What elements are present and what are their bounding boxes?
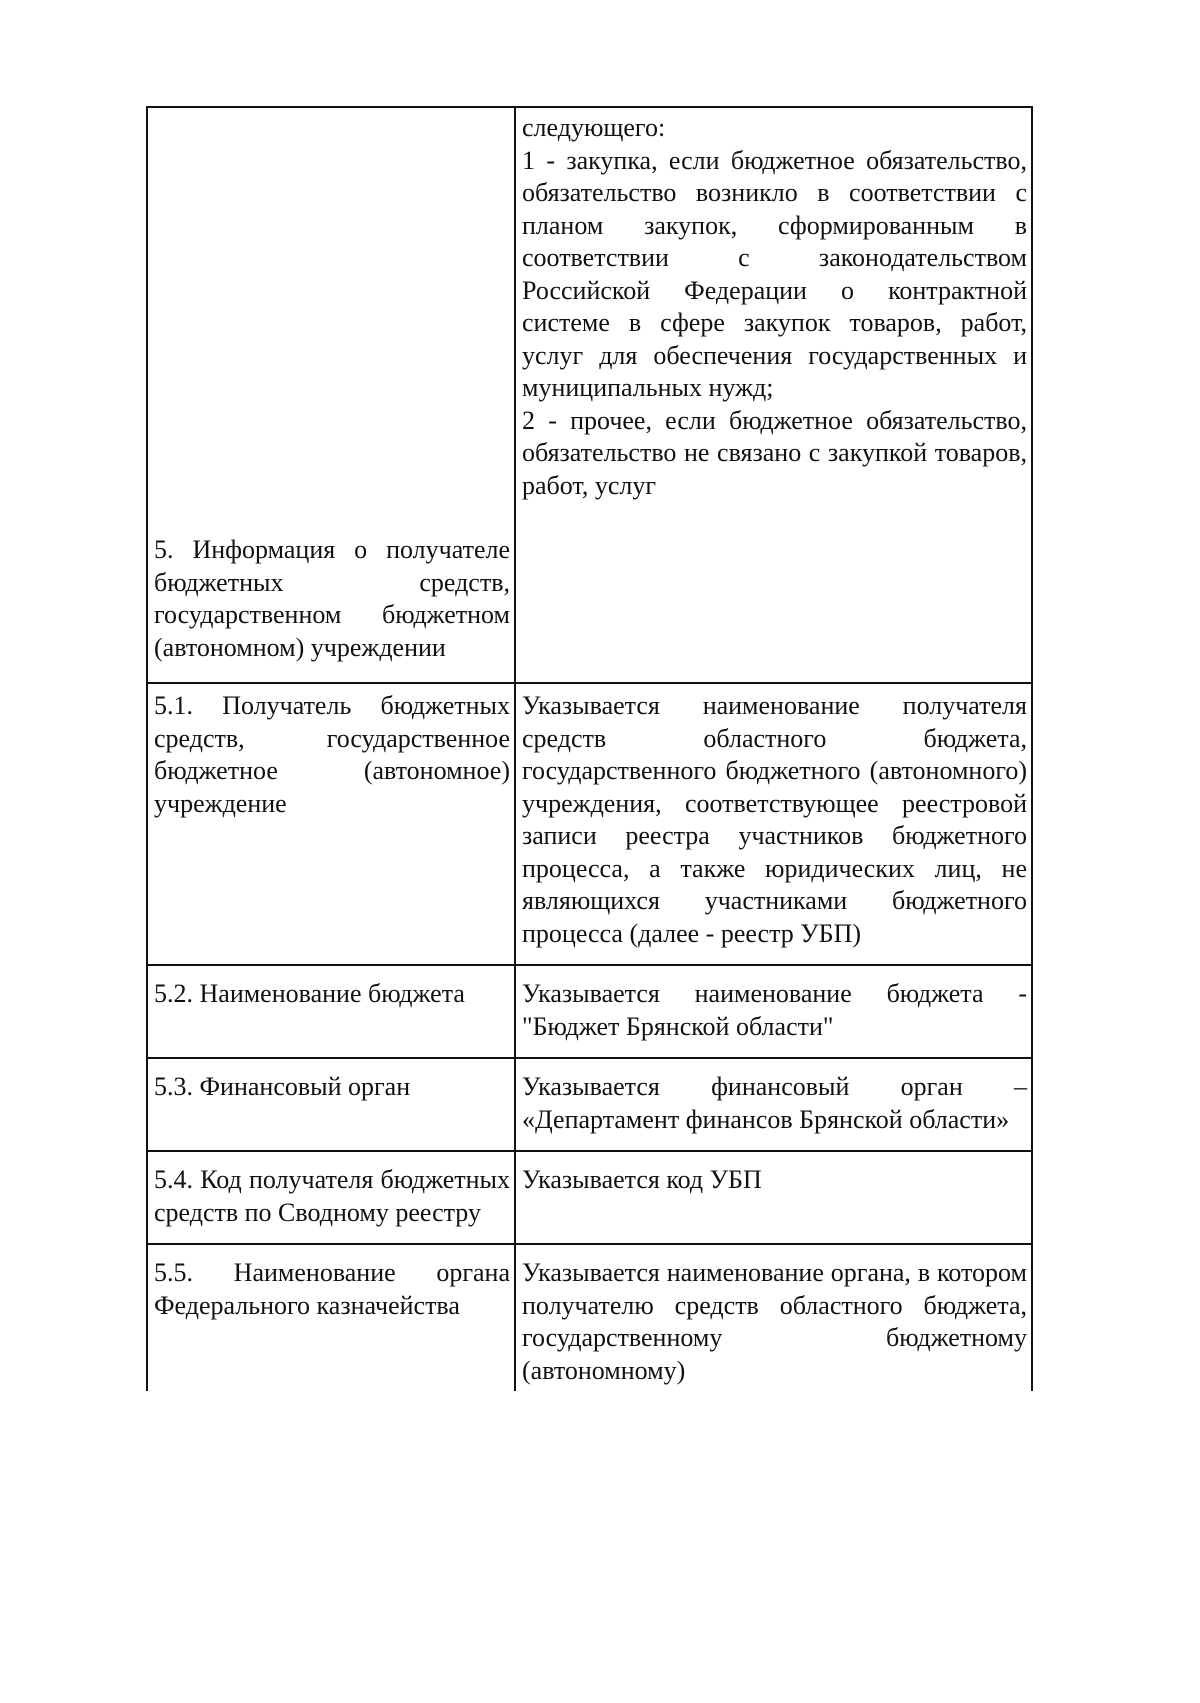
field-label: 5.2. Наименование бюджета <box>154 979 465 1008</box>
left-cell <box>146 1245 516 1391</box>
field-label: 5.4. Код получателя бюджетных средств по Сводному реестру <box>154 1165 510 1227</box>
left-cell <box>146 1059 516 1150</box>
left-cell <box>146 1152 516 1243</box>
section-heading: 5. Информация о получателе бюджетных средств, государственном бюджетном (автономном) учреждении <box>154 535 510 662</box>
table-row <box>146 966 1033 1059</box>
table-row <box>146 1152 1033 1245</box>
paragraph: 1 - закупка, если бюджетное обязательство, обязательство возникло в соответствии с планом закупок, сформированным в соответствии с законодательством Российской Федерации о контрактной системе в сфере закупок товаров, работ, услуг для обеспечения государственных и муниципальных нужд; <box>522 145 1027 402</box>
field-description: Указывается финансовый орган – «Департамент финансов Брянской области» <box>522 1072 1027 1134</box>
field-label: 5.5. Наименование органа Федерального казначейства <box>154 1258 510 1320</box>
right-cell <box>516 1059 1033 1150</box>
table-row <box>146 1059 1033 1152</box>
field-description: Указывается наименование органа, в котором получателю средств областного бюджета, государственному бюджетному (автономному) <box>522 1258 1027 1385</box>
field-description: Указывается наименование получателя средств областного бюджета, государственного бюджетного (автономного) учреждения, соответствующее реестровой записи реестра участников бюджетного процесса, а также юридических лиц, не являющихся участниками бюджетного процесса (далее - реестр УБП) <box>522 691 1027 948</box>
table-row <box>146 1245 1033 1391</box>
table-row <box>146 684 1033 966</box>
field-label: 5.1. Получатель бюджетных средств, государственное бюджетное (автономное) учреждение <box>154 691 510 818</box>
field-label: 5.3. Финансовый орган <box>154 1072 411 1101</box>
right-cell <box>516 684 1033 964</box>
requisites-table <box>146 106 1033 1391</box>
left-cell <box>146 108 516 682</box>
field-description: Указывается код УБП <box>522 1165 762 1194</box>
paragraph: 2 - прочее, если бюджетное обязательство, обязательство не связано с закупкой товаров, работ, услуг <box>522 405 1027 500</box>
field-description: Указывается наименование бюджета - "Бюджет Брянской области" <box>522 979 1027 1041</box>
right-cell <box>516 1152 1033 1243</box>
right-cell <box>516 108 1033 682</box>
right-cell <box>516 966 1033 1057</box>
left-cell <box>146 684 516 964</box>
paragraph: следующего: <box>522 113 666 142</box>
table-row <box>146 108 1033 684</box>
right-cell <box>516 1245 1033 1391</box>
left-cell <box>146 966 516 1057</box>
